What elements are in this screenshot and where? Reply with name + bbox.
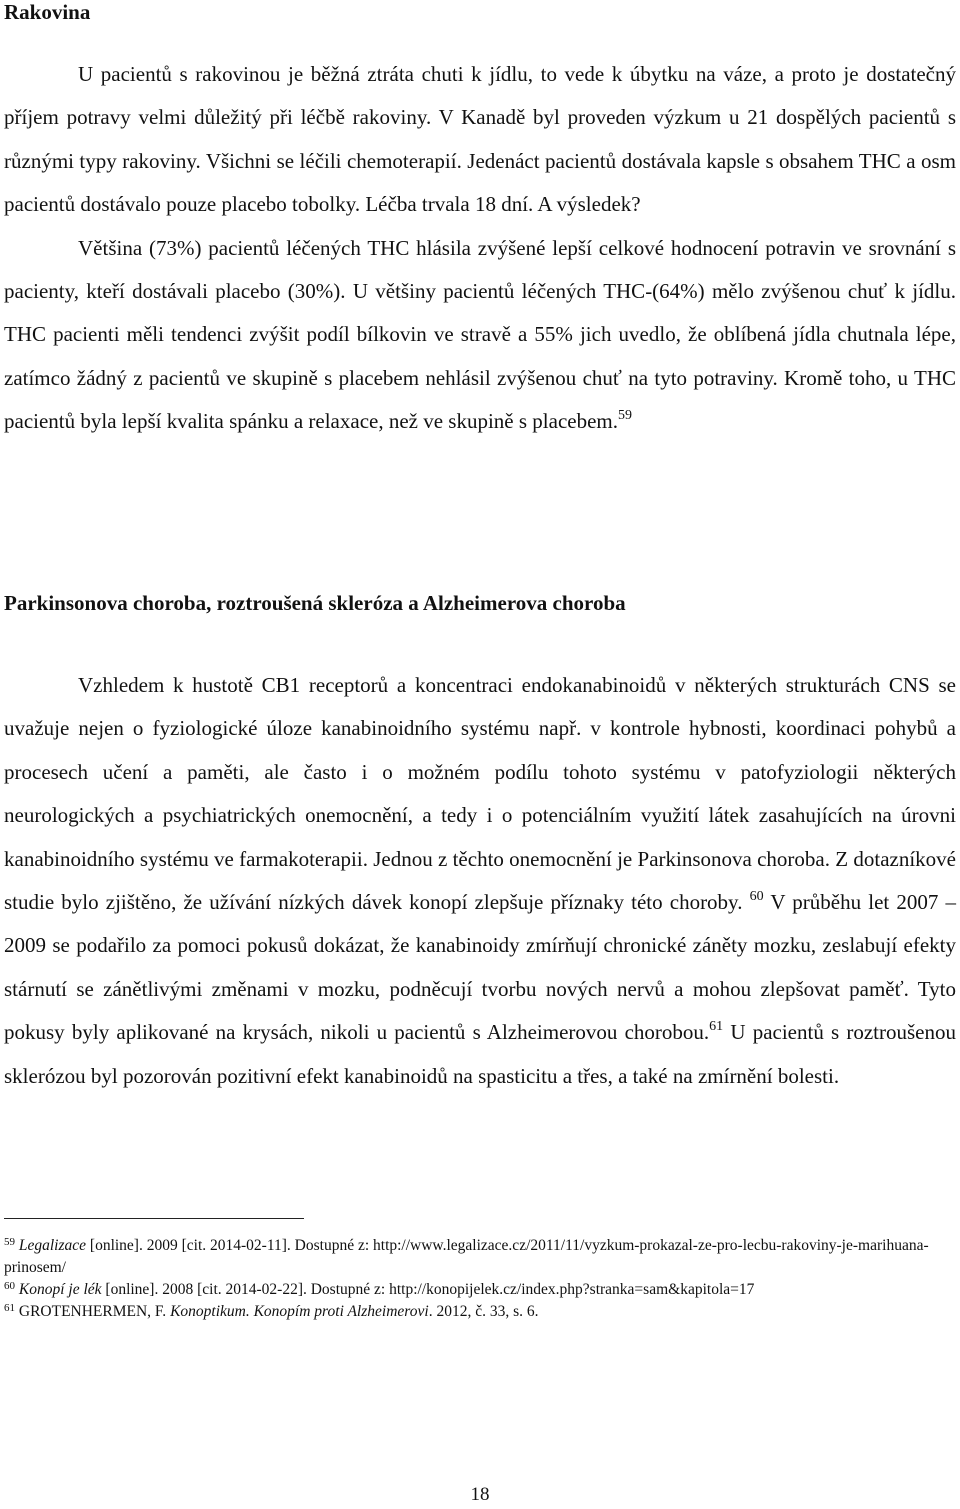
page-number: 18 [470,1484,490,1505]
footnote-ref-59[interactable]: 59 [618,408,633,424]
paragraph-cancer-text-1: U pacientů s rakovinou je běžná ztráta chuti k jídlu, to vede k úbytku na váze, a proto je dostatečný příjem potravy velmi důležitý při léčbě rakoviny. V Kanadě byl proveden výzkum u 21 dospělých pacientů s různými typy rakoviny. Všichni se léčili chemoterapií. Jedenáct pacientů dostávala kapsle s obsahem THC a osm pacientů dostávalo pouze placebo tobolky. Léčba trvala 18 dní. A výsledek? [4,62,956,217]
footnote-title: Konopí je lék [18,1281,102,1298]
footnote-ref-60[interactable]: 60 [749,889,764,905]
footnote-61 [4,1301,956,1323]
footnote-number: 61 [4,1302,15,1314]
footnote-number: 59 [4,1236,15,1248]
footnote-title: Legalizace [18,1237,87,1254]
paragraph-neuro-text-c: U pacientů s roztroušenou sklerózou byl pozorován pozitivní efekt kanabinoidů na spasticitu a třes, a také na zmírnění bolesti. [4,1020,957,1088]
footnote-ref-61[interactable]: 61 [709,1019,724,1035]
section-heading-neuro: Parkinsonova choroba, roztroušená skleróza a Alzheimerova choroba [4,591,626,615]
paragraph-cancer-text-2: Většina (73%) pacientů léčených THC hlásila zvýšené lepší celkové hodnocení potravin ve srovnání s pacienty, kteří dostávali placebo (30%). U většiny pacientů léčených THC-(64%) mělo zvýšenou chuť k jídlu. THC pacienti měli tendenci zvýšit podíl bílkovin ve stravě a 55% jich uvedlo, že oblíbená jídla chutnala lépe, zatímco žádný z pacientů ve skupině s placebem nehlásil zvýšenou chuť na tyto potraviny. Kromě toho, u THC pacientů byla lepší kvalita spánku a relaxace, než ve skupině s placebem. [4,235,956,434]
footnote-number: 60 [4,1280,15,1292]
paragraph-neuro [4,664,956,1098]
footnote-title: Konoptikum. Konopím proti Alzheimerovi [170,1303,429,1320]
footnote-author: GROTENHERMEN, F. [18,1303,167,1320]
section-heading-cancer: Rakovina [4,0,91,24]
paragraph-neuro-text-b: V průběhu let 2007 – 2009 se podařilo za pomoci pokusů dokázat, že kanabinoidy zmírňují chronické záněty mozku, zeslabují efekty stárnutí se zánětlivými změnami v mozku, podněcují tvorbu nových nervů a mohou zlepšovat paměť. Tyto pokusy byly aplikované na krysách, nikoli u pacientů s Alzheimerovou chorobou. [4,890,957,1045]
footnotes [4,1235,956,1323]
footnote-text[interactable]: [online]. 2009 [cit. 2014-02-11]. Dostupné z: http://www.legalizace.cz/2011/11/vyzkum-prokazal-ze-pro-lecbu-rakoviny-je-marihuana-prinosem/ [4,1237,929,1276]
paragraph-cancer [4,53,956,444]
footnote-text[interactable]: [online]. 2008 [cit. 2014-02-22]. Dostupné z: http://konopijelek.cz/index.php?stranka=sam&kapitola=17 [105,1281,755,1298]
paragraph-neuro-text-a: Vzhledem k hustotě CB1 receptorů a koncentraci endokanabinoidů v některých strukturách CNS se uvažuje nejen o fyziologické úloze kanabinoidního systému např. v kontrole hybnosti, koordinaci pohybů a procesech učení a paměti, ale často i o možném podílu tohoto systému v patofyziologii některých neurologických a psychiatrických onemocnění, a tedy i o potenciálním využití látek zasahujících na úrovni kanabinoidního systému ve farmakoterapii. Jednou z těchto onemocnění je Parkinsonova choroba. Z dotazníkové studie bylo zjištěno, že užívání nízkých dávek konopí zlepšuje příznaky této choroby. [4,673,956,915]
footnote-separator [4,1218,304,1219]
footnote-59 [4,1235,956,1279]
footnote-60 [4,1279,956,1301]
footnote-text: . 2012, č. 33, s. 6. [428,1303,539,1320]
